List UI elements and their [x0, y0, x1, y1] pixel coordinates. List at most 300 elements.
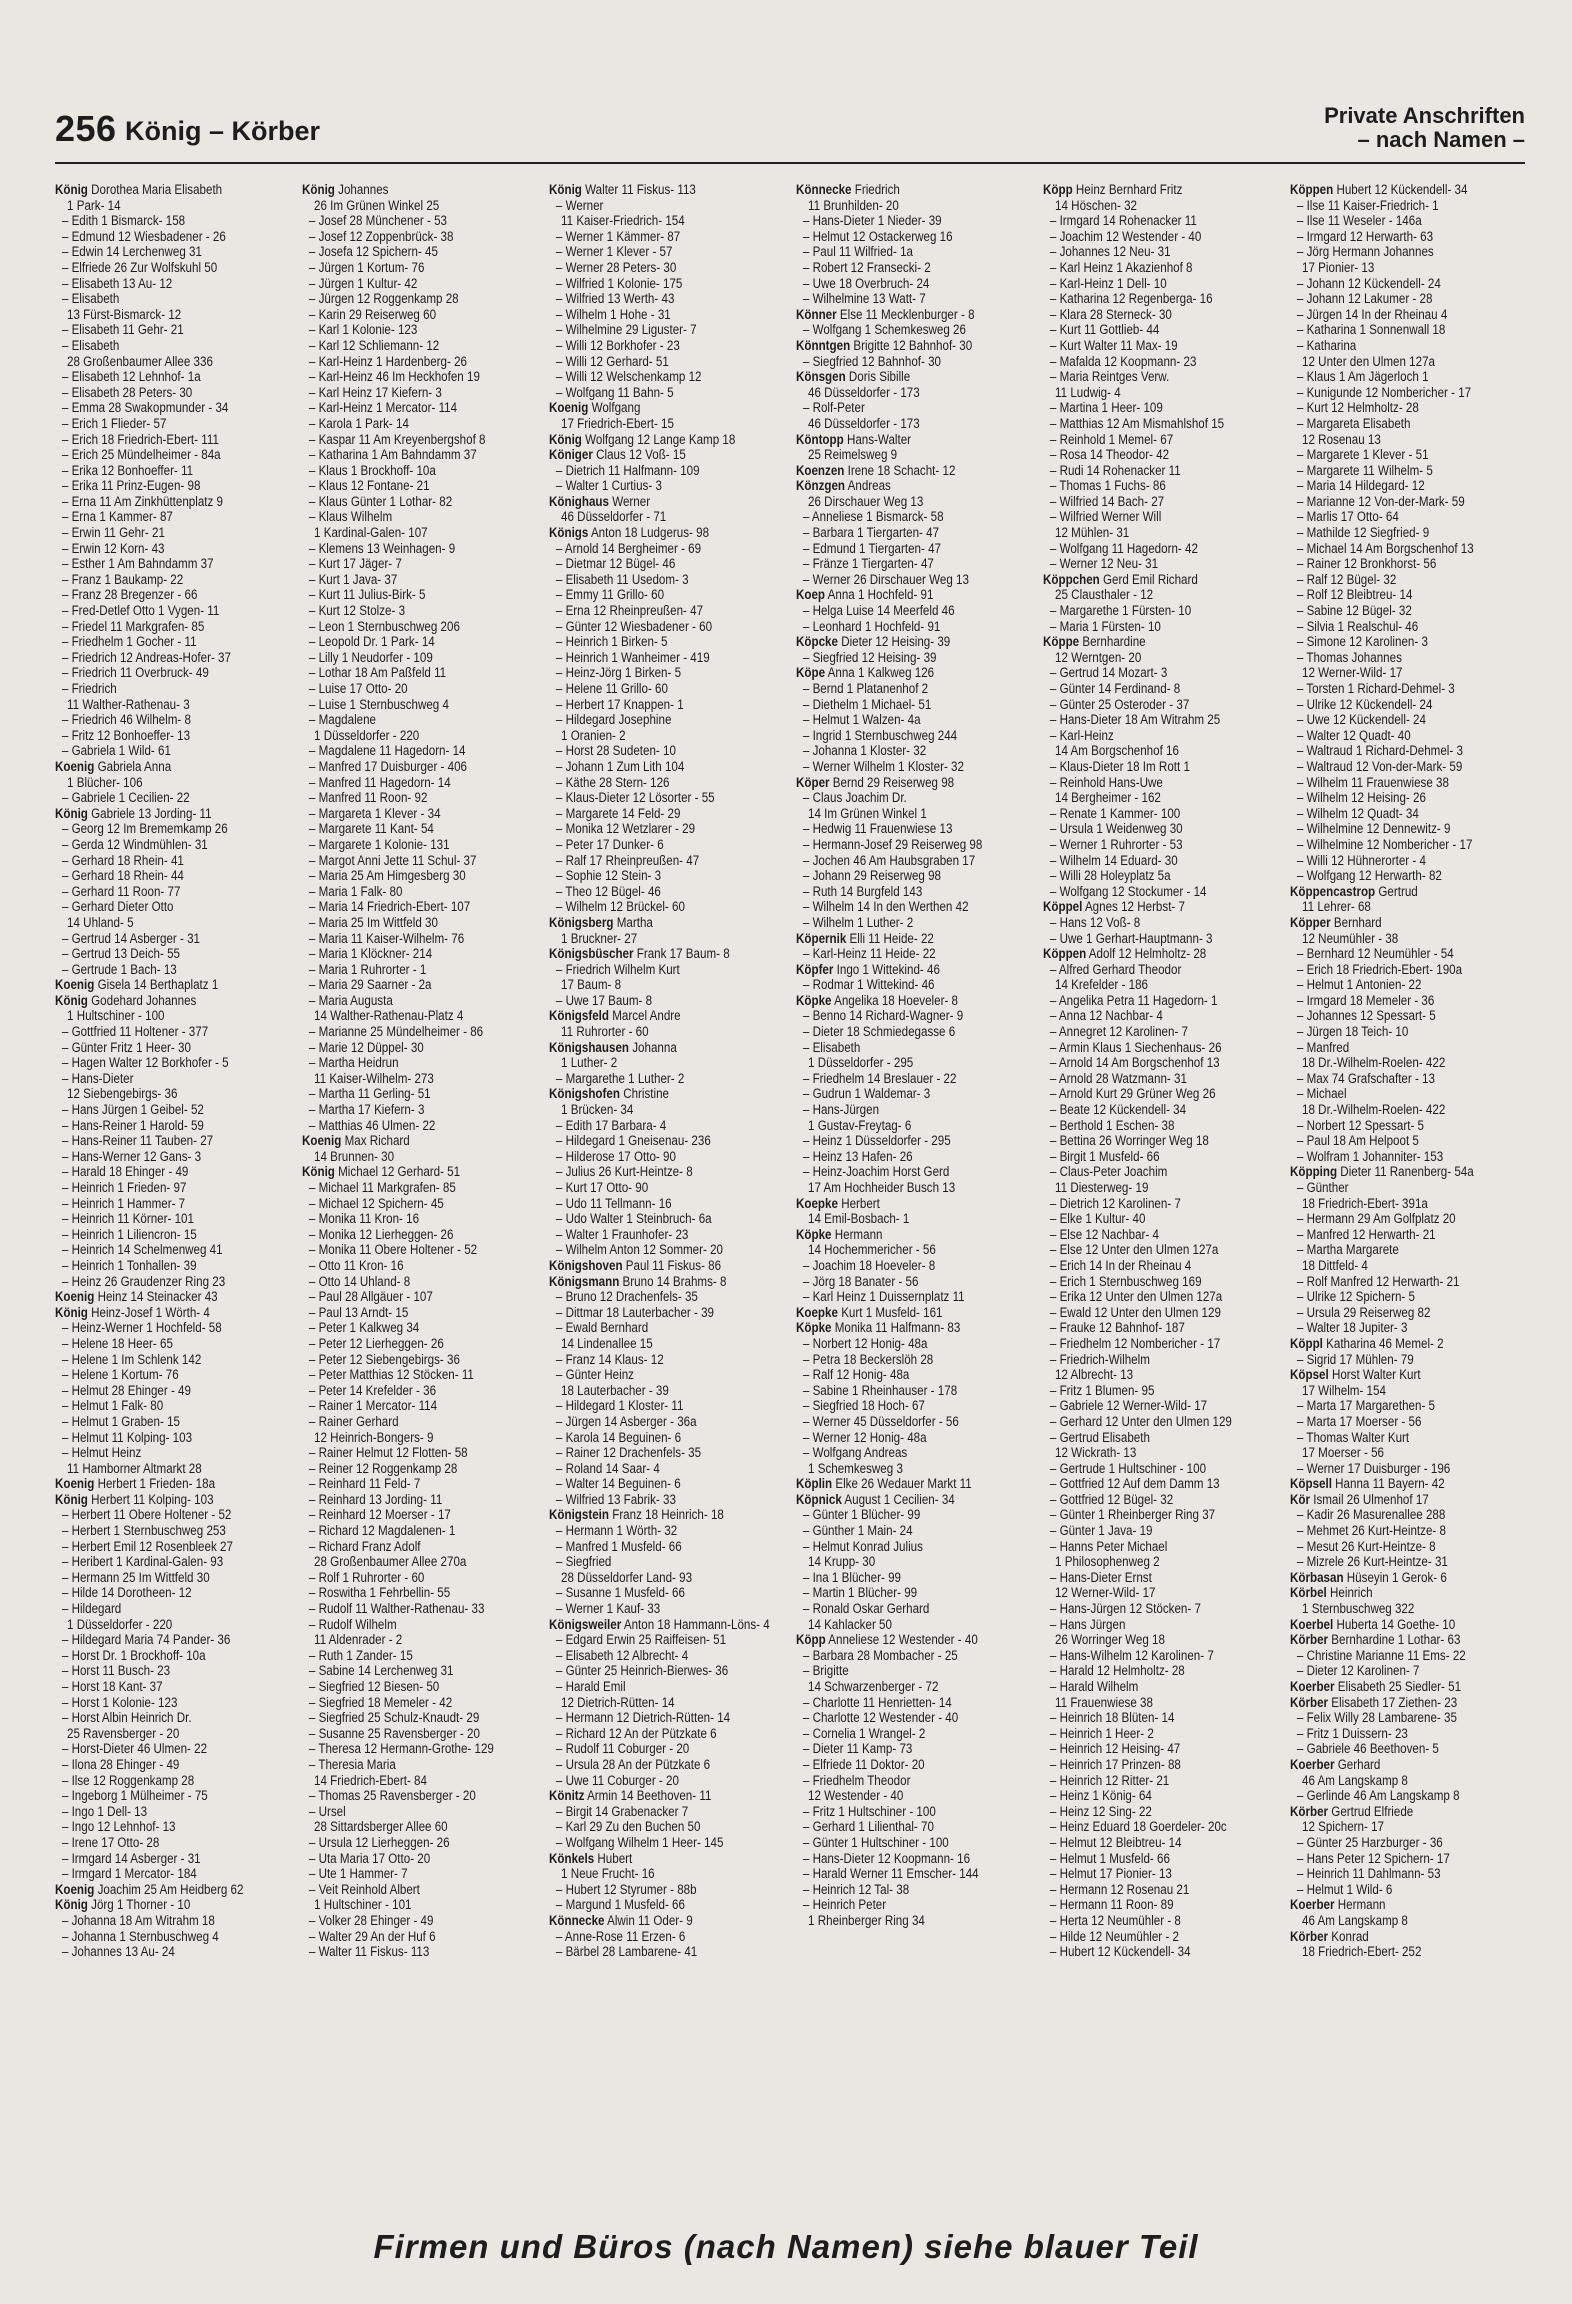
directory-entry — [796, 1305, 1030, 1321]
entry-text: – Gottfried 12 Auf dem Damm 13 — [1050, 1476, 1220, 1491]
entry-text: – Brigitte — [803, 1663, 849, 1678]
directory-entry — [549, 1617, 783, 1633]
entry-text: Doris Sibille — [848, 369, 911, 385]
entry-text: – Claus-Peter Joachim — [1050, 1164, 1167, 1179]
directory-entry — [549, 1726, 784, 1742]
surname: Köpper — [1290, 914, 1331, 930]
surname: Koenig — [55, 1476, 95, 1492]
entry-text: – Susanne 25 Ravensberger - 20 — [309, 1726, 480, 1741]
entry-text: – Manfred 11 Hagedorn- 14 — [309, 775, 451, 790]
entry-text: – Torsten 1 Richard-Dehmel- 3 — [1297, 681, 1455, 696]
directory-entry — [55, 1523, 290, 1539]
directory-entry — [796, 463, 1030, 479]
directory-entry — [55, 213, 290, 229]
entry-text: – Susanne 1 Musfeld- 66 — [556, 1585, 685, 1600]
directory-entry — [796, 1445, 1031, 1461]
entry-text: – Johannes 13 Au- 24 — [62, 1944, 175, 1959]
entry-text: – Horst Albin Heinrich Dr. — [62, 1710, 192, 1725]
directory-entry — [796, 1071, 1031, 1087]
entry-text: Anton 18 Ludgerus- 98 — [590, 525, 710, 541]
entry-text: – Karl-Heinz 1 Mercator- 114 — [309, 400, 457, 415]
directory-entry — [1290, 899, 1525, 915]
directory-column-2 — [302, 182, 537, 2207]
entry-text: 14 Krefelder - 186 — [1055, 977, 1148, 993]
entry-text: – Hilde 12 Neumühler - 2 — [1050, 1929, 1179, 1944]
entry-text: – Ingo 1 Dell- 13 — [62, 1804, 147, 1819]
directory-entry — [302, 1866, 537, 1882]
entry-text: Johanna — [632, 1039, 677, 1055]
directory-entry — [796, 213, 1031, 229]
directory-entry — [796, 1882, 1031, 1898]
directory-entry — [549, 1648, 784, 1664]
directory-entry — [1290, 182, 1524, 198]
entry-text: 14 Hochemmericher - 56 — [808, 1242, 936, 1258]
directory-entry — [55, 1149, 290, 1165]
directory-entry — [302, 1383, 537, 1399]
entry-text: – Werner 17 Duisburger - 196 — [1297, 1461, 1450, 1476]
entry-text: – Fred-Detlef Otto 1 Vygen- 11 — [62, 603, 219, 618]
surname: Koenig — [549, 400, 589, 416]
entry-text: – Barbara 28 Mombacher - 25 — [803, 1648, 958, 1663]
entry-text: – Maria 25 Am Himgesberg 30 — [309, 868, 466, 883]
directory-entry — [1043, 478, 1278, 494]
entry-text: – Josefa 12 Spichern- 45 — [309, 244, 438, 259]
directory-entry — [549, 1040, 783, 1056]
directory-entry — [55, 790, 290, 806]
surname: Koenig — [302, 1133, 342, 1149]
directory-entry — [302, 1507, 537, 1523]
directory-column-3 — [549, 182, 784, 2207]
entry-text: – Horst 1 Kolonie- 123 — [62, 1695, 178, 1710]
entry-text: – Berthold 1 Eschen- 38 — [1050, 1118, 1175, 1133]
entry-text: Elke 26 Wedauer Markt 11 — [835, 1476, 972, 1492]
directory-entry — [549, 1180, 784, 1196]
entry-text: – Helga Luise 14 Meerfeld 46 — [803, 603, 955, 618]
directory-entry — [1043, 619, 1278, 635]
directory-entry — [1290, 1819, 1525, 1835]
entry-text: – Helene 1 Kortum- 76 — [62, 1367, 179, 1382]
entry-text: Konrad — [1331, 1928, 1369, 1944]
entry-text: – Käthe 28 Stern- 126 — [556, 775, 670, 790]
directory-entry — [55, 416, 290, 432]
entry-text: 12 Rosenau 13 — [1302, 431, 1381, 447]
entry-text: – Josef 28 Münchener - 53 — [309, 213, 447, 228]
directory-entry — [302, 1913, 537, 1929]
directory-entry — [796, 619, 1031, 635]
surname: Kör — [1290, 1491, 1310, 1507]
entry-text: – Barbara 1 Tiergarten- 47 — [803, 525, 939, 540]
entry-text: – Reinhard 12 Moerser - 17 — [309, 1507, 451, 1522]
directory-entry — [1043, 1882, 1278, 1898]
directory-entry — [55, 1258, 290, 1274]
directory-entry — [1290, 806, 1525, 822]
entry-text: – Katharina 1 Am Bahndamm 37 — [309, 447, 477, 462]
entry-text: – Heinrich 1 Liliencron- 15 — [62, 1227, 197, 1242]
entry-text: 18 Dittfeld- 4 — [1302, 1257, 1368, 1273]
directory-entry — [1043, 1414, 1278, 1430]
entry-text: – Margarethe 1 Luther- 2 — [556, 1071, 684, 1086]
entry-text: Heinz-Josef 1 Wörth- 4 — [91, 1304, 210, 1320]
entry-text: – Günter 1 Blücher- 99 — [803, 1507, 920, 1522]
entry-text: 17 Baum- 8 — [561, 977, 622, 993]
directory-entry — [302, 1461, 537, 1477]
entry-text: – Reinhard 11 Feld- 7 — [309, 1476, 420, 1491]
entry-text: – Siegfried 25 Schulz-Knaudt- 29 — [309, 1710, 479, 1725]
entry-text: – Hans-Jürgen 12 Stöcken- 7 — [1050, 1601, 1201, 1616]
entry-text: – Veit Reinhold Albert — [309, 1882, 420, 1897]
directory-column-4 — [796, 182, 1031, 2207]
directory-entry — [302, 759, 537, 775]
directory-entry — [1290, 915, 1524, 931]
entry-text: 11 Kaiser-Friedrich- 154 — [561, 213, 685, 229]
surname: Königsweiler — [549, 1616, 622, 1632]
surname: Köpke — [796, 992, 832, 1008]
entry-text: – Elke 1 Kultur- 40 — [1050, 1211, 1146, 1226]
entry-text: 1 Park- 14 — [67, 197, 121, 213]
directory-entry — [549, 338, 784, 354]
entry-text: – Hans Peter 12 Spichern- 17 — [1297, 1851, 1450, 1866]
directory-entry — [302, 1804, 537, 1820]
directory-entry — [796, 447, 1031, 463]
entry-text: Adolf 12 Helmholtz- 28 — [1088, 946, 1207, 962]
entry-text: 12 Unter den Ulmen 127a — [1302, 353, 1436, 369]
directory-entry — [549, 1196, 784, 1212]
directory-entry — [55, 1118, 290, 1134]
entry-text: – Roland 14 Saar- 4 — [556, 1461, 660, 1476]
entry-text: – Elfriede 11 Doktor- 20 — [803, 1757, 925, 1772]
entry-text: – Mehmet 26 Kurt-Heintze- 8 — [1297, 1523, 1446, 1538]
directory-entry — [1290, 1149, 1525, 1165]
entry-text: – Simone 12 Karolinen- 3 — [1297, 634, 1428, 649]
entry-text: Hermann — [834, 1226, 883, 1242]
directory-entry — [549, 1398, 784, 1414]
directory-entry — [796, 244, 1031, 260]
entry-text: – Theresia Maria — [309, 1757, 396, 1772]
entry-text: – Richard 12 Magdalenen- 1 — [309, 1523, 456, 1538]
directory-entry — [55, 619, 290, 635]
directory-entry — [796, 432, 1030, 448]
directory-entry — [55, 650, 290, 666]
directory-entry — [1043, 1289, 1278, 1305]
entry-text: – Richard 12 An der Pützkate 6 — [556, 1726, 717, 1741]
directory-entry — [1043, 977, 1278, 993]
directory-entry — [1043, 650, 1278, 666]
entry-text: 18 Dr.-Wilhelm-Roelen- 422 — [1302, 1055, 1446, 1071]
entry-text: – Ewald 12 Unter den Ulmen 129 — [1050, 1305, 1221, 1320]
entry-text: – Norbert 12 Spessart- 5 — [1297, 1118, 1424, 1133]
directory-entry — [1043, 1523, 1278, 1539]
entry-text: 11 Ludwig- 4 — [1055, 384, 1121, 400]
entry-text: – Ingeborg 1 Mülheimer - 75 — [62, 1788, 208, 1803]
directory-entry — [796, 1289, 1031, 1305]
entry-text: – Peter Matthias 12 Stöcken- 11 — [309, 1367, 474, 1382]
directory-entry — [1043, 1819, 1278, 1835]
directory-entry — [1290, 697, 1525, 713]
entry-text: Max Richard — [344, 1133, 410, 1149]
entry-text: – Friedhelm 14 Breslauer - 22 — [803, 1071, 957, 1086]
entry-text: – Heinz 26 Graudenzer Ring 23 — [62, 1274, 225, 1289]
entry-text: Dieter 11 Ranenberg- 54a — [1340, 1164, 1474, 1180]
directory-entry — [302, 432, 537, 448]
directory-entry — [1043, 759, 1278, 775]
entry-text: – Heinrich 1 Tonhallen- 39 — [62, 1258, 197, 1273]
directory-entry — [1043, 1320, 1278, 1336]
entry-text: – Beate 12 Kückendell- 34 — [1050, 1102, 1186, 1117]
entry-text: – Jürgen 14 In der Rheinau 4 — [1297, 307, 1447, 322]
directory-entry — [302, 322, 537, 338]
directory-entry — [549, 1008, 783, 1024]
entry-text: – Klemens 13 Weinhagen- 9 — [309, 541, 455, 556]
entry-text: – Kurt 17 Otto- 90 — [556, 1180, 648, 1195]
entry-text: – Michael — [1297, 1086, 1347, 1101]
entry-text: Huberta 14 Goethe- 10 — [1336, 1616, 1456, 1632]
entry-text: 11 Lehrer- 68 — [1302, 899, 1371, 915]
entry-text: – Frauke 12 Bahnhof- 187 — [1050, 1320, 1185, 1335]
entry-text: – Rainer 1 Mercator- 114 — [309, 1398, 437, 1413]
entry-text: – Gudrun 1 Waldemar- 3 — [803, 1086, 930, 1101]
directory-entry — [55, 307, 290, 323]
directory-entry — [55, 884, 290, 900]
directory-entry — [1290, 213, 1525, 229]
surname: Köppl — [1290, 1335, 1323, 1351]
section-title-line-2: – nach Namen – — [1357, 127, 1525, 152]
directory-entry — [1043, 1773, 1278, 1789]
entry-text: – Uwe 18 Overbruch- 24 — [803, 276, 929, 291]
directory-entry — [55, 291, 290, 307]
directory-entry — [796, 759, 1031, 775]
entry-text: – Diethelm 1 Michael- 51 — [803, 697, 931, 712]
directory-entry — [1043, 1227, 1278, 1243]
entry-text: – Peter 14 Krefelder - 36 — [309, 1383, 436, 1398]
entry-text: – Klaus Wilhelm — [309, 509, 392, 524]
directory-entry — [1043, 322, 1278, 338]
directory-entry — [549, 1445, 784, 1461]
entry-text: – Klaus Günter 1 Lothar- 82 — [309, 494, 452, 509]
entry-text: – Erna 11 Am Zinkhüttenplatz 9 — [62, 494, 223, 509]
directory-entry — [796, 1897, 1031, 1913]
entry-text: – Kurt 17 Jäger- 7 — [309, 556, 402, 571]
entry-text: Herbert — [841, 1195, 880, 1211]
directory-entry — [55, 1507, 290, 1523]
directory-entry — [1290, 1102, 1525, 1118]
entry-text: 14 Bergheimer - 162 — [1055, 790, 1161, 806]
entry-text: – Heinrich 1 Birken- 5 — [556, 634, 668, 649]
entry-text: – Kadir 26 Masurenallee 288 — [1297, 1507, 1445, 1522]
page-header — [55, 100, 1525, 160]
entry-text: – Helmut 1 Wild- 6 — [1297, 1882, 1393, 1897]
entry-text: – Martina 1 Heer- 109 — [1050, 400, 1163, 415]
entry-text: 18 Lauterbacher - 39 — [561, 1382, 669, 1398]
entry-text: – Werner 12 Neu- 31 — [1050, 556, 1158, 571]
directory-entry — [1043, 1383, 1278, 1399]
entry-text: – Paul 28 Allgäuer - 107 — [309, 1289, 433, 1304]
surname: Koerbel — [1290, 1616, 1334, 1632]
footer-note: Firmen und Büros (nach Namen) siehe blauer Teil — [373, 2228, 1199, 2265]
entry-text: – Günter 1 Rheinberger Ring 37 — [1050, 1507, 1215, 1522]
directory-entry — [1043, 1788, 1278, 1804]
entry-text: – Ewald Bernhard — [556, 1320, 648, 1335]
entry-text: – Harald 18 Ehinger - 49 — [62, 1164, 189, 1179]
entry-text: – Gabriele 46 Beethoven- 5 — [1297, 1741, 1439, 1756]
surname: Königshofen — [549, 1086, 620, 1102]
directory-entry — [1290, 463, 1525, 479]
directory-entry — [549, 447, 783, 463]
entry-text: – Sophie 12 Stein- 3 — [556, 868, 661, 883]
directory-entry — [1043, 1492, 1278, 1508]
entry-text: – Maria 11 Kaiser-Wilhelm- 76 — [309, 931, 464, 946]
directory-entry — [796, 1726, 1031, 1742]
entry-text: 17 Am Hochheider Busch 13 — [808, 1180, 956, 1195]
entry-text: Agnes 12 Herbst- 7 — [1084, 899, 1185, 915]
directory-entry — [549, 1788, 783, 1804]
entry-text: 1 Gustav-Freytag- 6 — [808, 1117, 912, 1133]
directory-entry — [549, 946, 783, 962]
entry-text: – Elisabeth 13 Au- 12 — [62, 276, 172, 291]
entry-text: – Marianne 25 Mündelheimer - 86 — [309, 1024, 483, 1039]
directory-entry — [55, 993, 289, 1009]
entry-text: – Hedwig 11 Frauenwiese 13 — [803, 821, 953, 836]
directory-entry — [1290, 821, 1525, 837]
entry-text: Joachim 25 Am Heidberg 62 — [97, 1881, 244, 1897]
directory-entry — [55, 681, 290, 697]
entry-text: – Renate 1 Kammer- 100 — [1050, 806, 1180, 821]
entry-text: – Gertrud 14 Asberger - 31 — [62, 931, 200, 946]
entry-text: – Kaspar 11 Am Kreyenbergshof 8 — [309, 432, 486, 447]
directory-entry — [549, 1383, 784, 1399]
entry-text: – Marie 12 Düppel- 30 — [309, 1040, 424, 1055]
directory-entry — [302, 463, 537, 479]
directory-entry — [1290, 1398, 1525, 1414]
directory-entry — [549, 291, 784, 307]
entry-text: – Siegfried 12 Heising- 39 — [803, 650, 937, 665]
directory-entry — [1290, 1320, 1525, 1336]
surname: Koerber — [1290, 1756, 1335, 1772]
entry-text: – Hubert 12 Styrumer - 88b — [556, 1882, 697, 1897]
surname: Köppe — [1043, 634, 1080, 650]
directory-entry — [796, 1476, 1030, 1492]
entry-text: – Maria 1 Falk- 80 — [309, 884, 403, 899]
entry-text: – Reiner 12 Roggenkamp 28 — [309, 1461, 457, 1476]
entry-text: – Marta 17 Moerser - 56 — [1297, 1414, 1422, 1429]
directory-entry — [55, 1663, 290, 1679]
entry-text: – Margareta 1 Klever - 34 — [309, 806, 441, 821]
entry-text: Christine — [623, 1086, 670, 1102]
entry-text: Hubert — [597, 1850, 633, 1866]
directory-entry — [55, 1648, 290, 1664]
entry-text: – Günther 1 Main- 24 — [803, 1523, 913, 1538]
entry-text: Elisabeth 17 Ziethen- 23 — [1331, 1694, 1458, 1710]
entry-text: 17 Wilhelm- 154 — [1302, 1382, 1386, 1398]
entry-text: 14 Kahlacker 50 — [808, 1616, 892, 1632]
entry-text: – Helene 1 Im Schlenk 142 — [62, 1352, 201, 1367]
entry-text: – Günter Heinz — [556, 1367, 634, 1382]
directory-entry — [1290, 775, 1525, 791]
surname: Körber — [1290, 1928, 1329, 1944]
entry-text: – Helmut 1 Walzen- 4a — [803, 712, 921, 727]
directory-entry — [1043, 681, 1278, 697]
entry-text: – Udo 11 Tellmann- 16 — [556, 1196, 672, 1211]
directory-entry — [55, 821, 290, 837]
directory-entry — [549, 1352, 784, 1368]
directory-entry — [796, 1492, 1030, 1508]
entry-text: – Katharina 12 Regenberga- 16 — [1050, 291, 1213, 306]
directory-entry — [302, 291, 537, 307]
entry-text: – Martha Margarete — [1297, 1242, 1399, 1257]
directory-entry — [796, 1663, 1031, 1679]
entry-text: – Margarete 14 Feld- 29 — [556, 806, 681, 821]
directory-entry — [1043, 416, 1278, 432]
directory-entry — [302, 650, 537, 666]
entry-text: – Thomas 25 Ravensberger - 20 — [309, 1788, 476, 1803]
entry-text: – Wolfgang 11 Hagedorn- 42 — [1050, 541, 1198, 556]
surname: Körbel — [1290, 1585, 1327, 1601]
entry-text: – Hermann 11 Roon- 89 — [1050, 1897, 1174, 1912]
directory-entry — [549, 1741, 784, 1757]
surname: Könner — [796, 306, 837, 322]
entry-text: – Gerhard 1 Lilienthal- 70 — [803, 1819, 934, 1834]
directory-entry — [1290, 1601, 1525, 1617]
surname: Köpernik — [796, 930, 847, 946]
directory-entry — [1290, 1461, 1525, 1477]
directory-entry — [302, 743, 537, 759]
entry-text: – Matthias 12 Am Mismahlshof 15 — [1050, 416, 1224, 431]
entry-text: – Friedel 11 Markgrafen- 85 — [62, 619, 204, 634]
directory-column-6 — [1290, 182, 1525, 2207]
entry-text: – Margarete 11 Kant- 54 — [309, 821, 434, 836]
entry-text: – Hans-Werner 12 Gans- 3 — [62, 1149, 201, 1164]
entry-text: – Monika 12 Wetzlarer - 29 — [556, 821, 695, 836]
entry-text: – Rudolf Wilhelm — [309, 1617, 397, 1632]
directory-entry — [1290, 494, 1525, 510]
directory-entry — [796, 307, 1030, 323]
directory-entry — [55, 1242, 290, 1258]
entry-text: – Werner 1 Kauf- 33 — [556, 1601, 660, 1616]
page-number: 256 — [55, 108, 117, 149]
directory-entry — [796, 1835, 1031, 1851]
directory-entry — [796, 494, 1031, 510]
directory-entry — [302, 1476, 537, 1492]
surname: König — [55, 1304, 88, 1320]
entry-text: – Ingo 12 Lehnhof- 13 — [62, 1819, 176, 1834]
directory-entry — [55, 1539, 290, 1555]
entry-text: Irene 18 Schacht- 12 — [847, 462, 956, 478]
entry-text: – Fritz 1 Blumen- 95 — [1050, 1383, 1155, 1398]
directory-entry — [1043, 1726, 1278, 1742]
directory-entry — [302, 1851, 537, 1867]
entry-text: – Else 12 Unter den Ulmen 127a — [1050, 1242, 1218, 1257]
entry-text: – Walter 14 Beguinen- 6 — [556, 1476, 681, 1491]
entry-text: – Ruth 14 Burgfeld 143 — [803, 884, 922, 899]
entry-text: – Klaus-Dieter 12 Lösorter - 55 — [556, 790, 715, 805]
entry-text: – Franz 1 Baukamp- 22 — [62, 572, 183, 587]
directory-entry — [796, 369, 1030, 385]
surname: Königsmann — [549, 1273, 620, 1289]
entry-text: – Benno 14 Richard-Wagner- 9 — [803, 1008, 963, 1023]
entry-text: – Karin 29 Reiserweg 60 — [309, 307, 436, 322]
directory-entry — [796, 1180, 1031, 1196]
directory-entry — [549, 1679, 784, 1695]
entry-text: Bernhardine 1 Lothar- 63 — [1331, 1632, 1461, 1648]
directory-entry — [549, 182, 783, 198]
directory-entry — [1290, 1897, 1524, 1913]
entry-text: 25 Clausthaler - 12 — [1055, 587, 1154, 603]
entry-text: – Helene 11 Grillo- 60 — [556, 681, 668, 696]
directory-entry — [549, 1929, 784, 1945]
entry-text: – Edith 1 Bismarck- 158 — [62, 213, 185, 228]
entry-text: – Gerhard Dieter Otto — [62, 899, 174, 914]
directory-entry — [549, 1835, 784, 1851]
directory-entry — [796, 1648, 1031, 1664]
